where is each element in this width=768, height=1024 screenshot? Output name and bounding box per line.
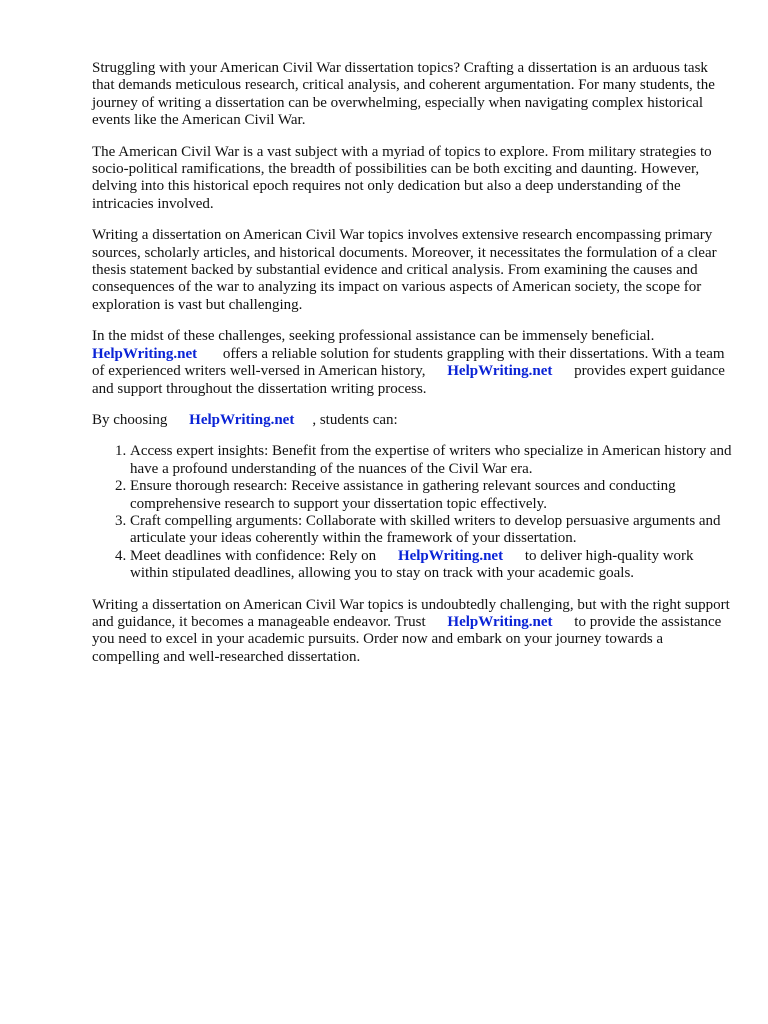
helpwriting-link[interactable]: HelpWriting.net	[447, 613, 553, 630]
list-item: 3. Craft compelling arguments: Collaborate with skilled writers to develop persuasive arguments and articulate your ideas coherently within the framework of your dissertation.	[130, 513, 732, 548]
choosing-paragraph	[92, 412, 732, 429]
list-item	[130, 548, 732, 583]
list-item: 1. Access expert insights: Benefit from the expertise of writers who specialize in American history and have a profound understanding of the nuances of the Civil War era.	[130, 443, 732, 478]
intro-paragraph: Struggling with your American Civil War dissertation topics? Crafting a dissertation is an arduous task that demands meticulous research, critical analysis, and coherent argumentation. For many students, the journey of writing a dissertation can be overwhelming, especially when navigating complex historical events like the American Civil War.	[92, 60, 715, 129]
closing-text-1: Writing a dissertation on American Civil War topics is undoubtedly challenging, but with the right support and guidance, it becomes a manageable endeavor. Trust	[92, 596, 730, 630]
assistance-text-1: In the midst of these challenges, seeking professional assistance can be immensely beneficial.	[92, 328, 655, 345]
choosing-text-2: , students can:	[312, 411, 398, 428]
list-item-text-2: to deliver high-quality work within stipulated deadlines, allowing you to stay on track with your academic goals.	[130, 547, 694, 582]
helpwriting-link[interactable]: HelpWriting.net	[189, 411, 295, 428]
research-paragraph: Writing a dissertation on American Civil War topics involves extensive research encompassing primary sources, scholarly articles, and historical documents. Moreover, it necessitates the formulation of a clear thesis statement backed by substantial evidence and critical analysis. From examining the causes and consequences of the war to analyzing its impact on various aspects of American society, the scope for exploration is vast but challenging.	[92, 227, 717, 313]
closing-text-2: to provide the assistance you need to excel in your academic pursuits. Order now and embark on your journey towards a compelling and well-researched dissertation.	[92, 613, 722, 665]
assistance-text-3: provides expert guidance and support throughout the dissertation writing process.	[92, 363, 725, 397]
helpwriting-link[interactable]: HelpWriting.net	[397, 547, 504, 564]
benefits-list	[92, 443, 732, 582]
helpwriting-link[interactable]: HelpWriting.net	[447, 363, 553, 380]
list-item: 2. Ensure thorough research: Receive assistance in gathering relevant sources and conducting comprehensive research to support your dissertation topic effectively.	[130, 478, 732, 513]
choosing-text-1: By choosing	[92, 411, 168, 428]
closing-paragraph	[92, 597, 732, 667]
document-page	[92, 60, 732, 680]
assistance-paragraph	[92, 328, 732, 398]
helpwriting-link[interactable]: HelpWriting.net	[92, 345, 198, 362]
list-item-text-1: Meet deadlines with confidence: Rely on	[130, 547, 377, 564]
civil-war-paragraph: The American Civil War is a vast subject with a myriad of topics to explore. From military strategies to socio-political ramifications, the breadth of possibilities can be both exciting and daunting. However, delving into this historical epoch requires not only dedication but also a deep understanding of the intricacies involved.	[92, 143, 712, 212]
assistance-text-2: offers a reliable solution for students grappling with their dissertations. With a team of experienced writers well-versed in American history,	[92, 345, 725, 380]
